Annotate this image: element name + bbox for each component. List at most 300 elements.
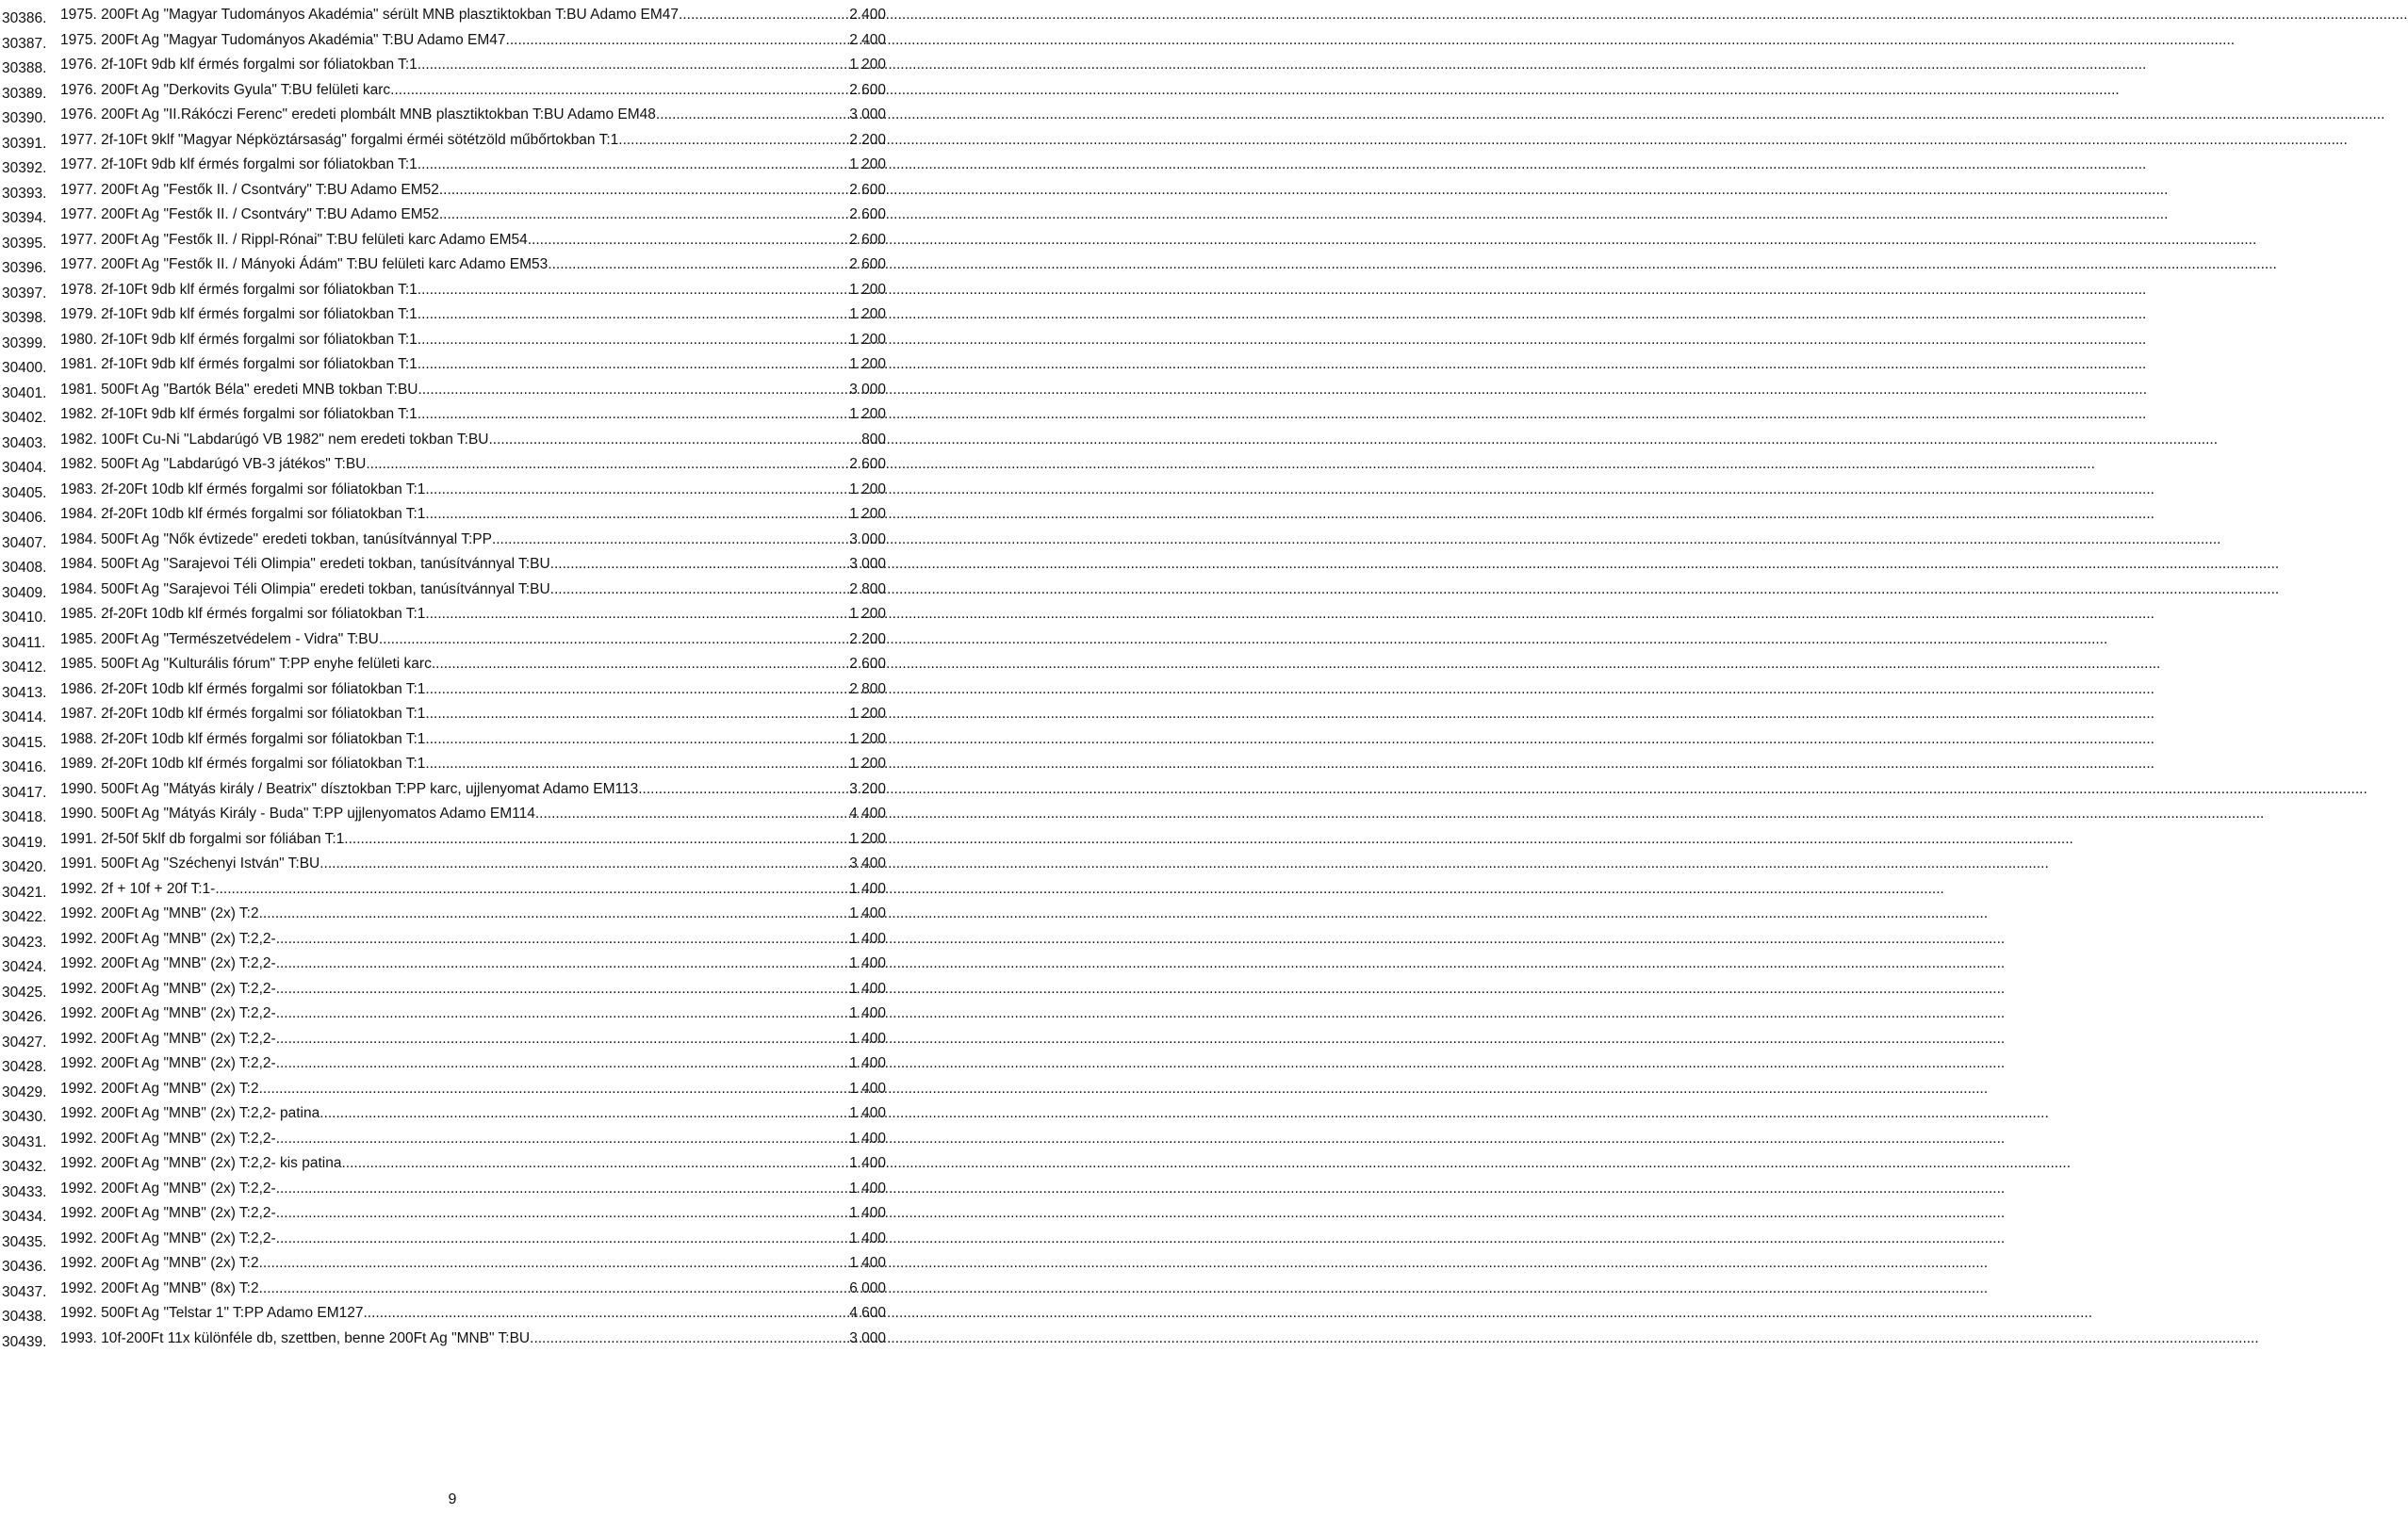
entry-description: 1988. 2f-20Ft 10db klf érmés forgalmi sor fóliatokban T:1 (60, 730, 426, 747)
dot-leader (425, 505, 849, 524)
dot-leader (418, 56, 849, 74)
entry-line (60, 530, 886, 549)
catalog-entry (0, 155, 905, 180)
entry-price: 3 200 (849, 780, 886, 797)
lot-number: 30399. (2, 334, 47, 351)
catalog-entry (0, 1329, 905, 1354)
entry-description: 1976. 200Ft Ag "II.Rákóczi Ferenc" eredeti plombált MNB plasztiktokban T:BU Adamo EM48 (60, 106, 656, 122)
entry-line (60, 1279, 886, 1298)
lot-number: 30433. (2, 1183, 47, 1200)
catalog-entry (0, 505, 905, 529)
entry-line (60, 131, 886, 150)
entry-price: 3 400 (849, 855, 886, 872)
dot-leader (492, 530, 849, 549)
entry-description: 1992. 2f + 10f + 20f T:1- (60, 880, 216, 897)
lot-number: 30404. (2, 460, 47, 476)
entry-line (60, 805, 886, 823)
entry-price: 4 400 (849, 806, 886, 822)
entry-line (60, 331, 886, 350)
catalog-entry (0, 181, 905, 205)
entry-description: 1984. 500Ft Ag "Nők évtizede" eredeti tokban, tanúsítvánnyal T:PP (60, 530, 492, 547)
lot-number: 30423. (2, 934, 47, 951)
catalog-entry (0, 131, 905, 155)
lot-number: 30419. (2, 834, 47, 851)
lot-number: 30410. (2, 610, 47, 626)
lot-number: 30393. (2, 185, 47, 202)
entry-line (60, 904, 886, 923)
entry-description: 1985. 2f-20Ft 10db klf érmés forgalmi sor fóliatokban T:1 (60, 606, 426, 622)
entry-line (60, 355, 886, 374)
entry-line (60, 1054, 886, 1073)
dot-leader (535, 805, 849, 823)
lot-number: 30395. (2, 235, 47, 252)
entry-description: 1976. 2f-10Ft 9db klf érmés forgalmi sor fóliatokban T:1 (60, 57, 418, 73)
entry-line (60, 181, 886, 200)
dot-leader (366, 455, 849, 474)
entry-description: 1989. 2f-20Ft 10db klf érmés forgalmi sor fóliatokban T:1 (60, 756, 426, 772)
lot-number: 30432. (2, 1159, 47, 1175)
entry-price: 2 600 (849, 256, 886, 272)
dot-leader (276, 1054, 850, 1073)
lot-number: 30425. (2, 984, 47, 1001)
entry-description: 1992. 200Ft Ag "MNB" (2x) T:2,2- (60, 955, 276, 971)
entry-price: 3 000 (849, 381, 886, 398)
catalog-entry (0, 580, 905, 605)
dot-leader (319, 855, 849, 873)
entry-description: 1992. 200Ft Ag "MNB" (2x) T:2,2- (60, 1230, 276, 1246)
lot-number: 30414. (2, 709, 47, 725)
catalog-entry (0, 281, 905, 305)
entry-description: 1982. 2f-10Ft 9db klf érmés forgalmi sor fóliatokban T:1 (60, 406, 418, 422)
entry-price: 1 200 (849, 756, 886, 772)
lot-number: 30436. (2, 1259, 47, 1275)
lot-number: 30390. (2, 110, 47, 126)
entry-description: 1975. 200Ft Ag "Magyar Tudományos Akadémia" sérült MNB plasztiktokban T:BU Adamo EM47 (60, 7, 680, 23)
catalog-entry (0, 1004, 905, 1029)
entry-description: 1984. 500Ft Ag "Sarajevoi Téli Olimpia" eredeti tokban, tanúsítvánnyal T:BU (60, 580, 550, 597)
entry-line (60, 455, 886, 474)
catalog-entry (0, 830, 905, 855)
lot-number: 30422. (2, 909, 47, 925)
dot-leader (432, 655, 849, 674)
entry-price: 1 400 (849, 905, 886, 921)
dot-leader (656, 106, 849, 124)
entry-description: 1992. 200Ft Ag "MNB" (2x) T:2,2- (60, 1030, 276, 1047)
dot-leader (344, 830, 849, 849)
entry-line (60, 405, 886, 424)
dot-leader (425, 605, 849, 624)
lot-number: 30424. (2, 959, 47, 975)
entry-line (60, 680, 886, 699)
entry-price: 3 000 (849, 530, 886, 547)
entry-price: 1 200 (849, 156, 886, 172)
entry-price: 1 200 (849, 356, 886, 372)
lot-number: 30438. (2, 1309, 47, 1325)
entry-line (60, 255, 886, 274)
entry-price: 2 800 (849, 580, 886, 597)
entry-description: 1977. 200Ft Ag "Festők II. / Csontváry" T:BU Adamo EM52 (60, 181, 439, 198)
dot-leader (528, 231, 849, 250)
entry-price: 1 400 (849, 1205, 886, 1221)
entry-line (60, 155, 886, 174)
catalog-entry (0, 31, 905, 56)
lot-number: 30439. (2, 1333, 47, 1350)
catalog-entry (0, 481, 905, 505)
entry-price: 1 200 (849, 331, 886, 348)
entry-line (60, 106, 886, 124)
entry-price: 2 600 (849, 181, 886, 198)
lot-number: 30427. (2, 1034, 47, 1051)
catalog-entry (0, 1279, 905, 1304)
entry-price: 1 400 (849, 1105, 886, 1121)
lot-number: 30407. (2, 534, 47, 551)
entry-line (60, 1130, 886, 1148)
entry-description: 1978. 2f-10Ft 9db klf érmés forgalmi sor fóliatokban T:1 (60, 281, 418, 298)
catalog-entry (0, 655, 905, 679)
dot-leader (488, 431, 861, 449)
catalog-entry (0, 680, 905, 705)
dot-leader (506, 31, 850, 50)
dot-leader (425, 730, 849, 749)
lot-number: 30430. (2, 1109, 47, 1125)
catalog-entry (0, 705, 905, 729)
catalog-entry (0, 1180, 905, 1204)
catalog-entry (0, 555, 905, 579)
dot-leader (276, 1130, 850, 1148)
lot-number: 30426. (2, 1009, 47, 1025)
catalog-entry (0, 81, 905, 106)
lot-number: 30434. (2, 1209, 47, 1225)
lot-number: 30400. (2, 360, 47, 376)
entry-price: 1 200 (849, 481, 886, 497)
catalog-entry (0, 805, 905, 829)
entry-description: 1981. 2f-10Ft 9db klf érmés forgalmi sor fóliatokban T:1 (60, 356, 418, 372)
entry-line (60, 1204, 886, 1223)
entry-description: 1990. 500Ft Ag "Mátyás király / Beatrix" dísztokban T:PP karc, ujjlenyomat Adamo EM113 (60, 780, 639, 797)
entry-price: 1 400 (849, 930, 886, 947)
catalog-entry (0, 305, 905, 330)
dot-leader (364, 1304, 850, 1323)
entry-description: 1992. 200Ft Ag "MNB" (2x) T:2,2- (60, 1055, 276, 1071)
entry-line (60, 730, 886, 749)
entry-line (60, 630, 886, 649)
catalog-entry (0, 56, 905, 80)
dot-leader (259, 1254, 850, 1273)
entry-line (60, 281, 886, 300)
entry-line (60, 505, 886, 524)
entry-price: 1 400 (849, 955, 886, 971)
entry-description: 1992. 200Ft Ag "MNB" (8x) T:2 (60, 1279, 259, 1296)
entry-description: 1977. 200Ft Ag "Festők II. / Rippl-Rónai" T:BU felületi karc Adamo EM54 (60, 231, 528, 248)
entry-description: 1992. 200Ft Ag "MNB" (2x) T:2 (60, 1080, 259, 1097)
catalog-entry (0, 331, 905, 355)
entry-description: 1985. 200Ft Ag "Természetvédelem - Vidra" T:BU (60, 630, 379, 647)
catalog-entry (0, 1080, 905, 1104)
entry-price: 1 400 (849, 1055, 886, 1071)
lot-number: 30412. (2, 660, 47, 676)
catalog-entry (0, 431, 905, 455)
catalog-entry (0, 255, 905, 280)
entry-line (60, 1329, 886, 1348)
entry-line (60, 1080, 886, 1099)
catalog-entry (0, 6, 905, 30)
entry-description: 1992. 200Ft Ag "MNB" (2x) T:2,2- (60, 1005, 276, 1021)
lot-number: 30416. (2, 759, 47, 775)
dot-leader (259, 1279, 850, 1298)
lot-number: 30397. (2, 285, 47, 301)
entry-line (60, 481, 886, 499)
catalog-entry (0, 1030, 905, 1054)
dot-leader (276, 1230, 850, 1248)
entry-line (60, 56, 886, 74)
entry-price: 1 200 (849, 281, 886, 298)
entry-price: 2 200 (849, 131, 886, 148)
dot-leader (418, 331, 849, 350)
catalog-entry (0, 355, 905, 380)
entry-line (60, 1230, 886, 1248)
entry-price: 1 200 (849, 506, 886, 522)
lot-number: 30431. (2, 1133, 47, 1150)
dot-leader (276, 1030, 850, 1049)
entry-description: 1984. 500Ft Ag "Sarajevoi Téli Olimpia" eredeti tokban, tanúsítvánnyal T:BU (60, 556, 550, 572)
entry-line (60, 855, 886, 873)
catalog-entry (0, 630, 905, 655)
entry-line (60, 954, 886, 973)
entry-description: 1992. 200Ft Ag "MNB" (2x) T:2,2- patina (60, 1105, 320, 1121)
lot-number: 30403. (2, 434, 47, 451)
entry-description: 1992. 200Ft Ag "MNB" (2x) T:2,2- kis patina (60, 1155, 342, 1171)
dot-leader (618, 131, 849, 150)
lot-number: 30418. (2, 809, 47, 825)
catalog-entry (0, 1104, 905, 1129)
entry-line (60, 81, 886, 100)
dot-leader (276, 1004, 850, 1023)
page-number: 9 (448, 1491, 457, 1507)
entry-description: 1993. 10f-200Ft 11x különféle db, szettben, benne 200Ft Ag "MNB" T:BU (60, 1329, 531, 1346)
entry-description: 1992. 200Ft Ag "MNB" (2x) T:2 (60, 905, 259, 921)
entry-line (60, 1004, 886, 1023)
lot-number: 30421. (2, 884, 47, 901)
catalog-entry (0, 880, 905, 904)
entry-price: 2 600 (849, 81, 886, 98)
dot-leader (548, 255, 849, 274)
lot-number: 30386. (2, 10, 47, 26)
entry-price: 1 200 (849, 57, 886, 73)
catalog-entry (0, 904, 905, 929)
entry-description: 1987. 2f-20Ft 10db klf érmés forgalmi sor fóliatokban T:1 (60, 706, 426, 722)
entry-description: 1992. 200Ft Ag "MNB" (2x) T:2,2- (60, 930, 276, 947)
dot-leader (425, 481, 849, 499)
dot-leader (679, 6, 849, 24)
dot-leader (215, 880, 849, 899)
dot-leader (379, 630, 849, 649)
entry-line (60, 580, 886, 599)
dot-leader (276, 930, 850, 949)
catalog-entry (0, 730, 905, 755)
entry-line (60, 605, 886, 624)
entry-price: 1 400 (849, 1255, 886, 1271)
entry-description: 1984. 2f-20Ft 10db klf érmés forgalmi sor fóliatokban T:1 (60, 506, 426, 522)
dot-leader (425, 680, 849, 699)
dot-leader (638, 780, 849, 799)
lot-number: 30402. (2, 410, 47, 426)
dot-leader (276, 980, 850, 999)
entry-line (60, 1030, 886, 1049)
entry-price: 4 600 (849, 1305, 886, 1321)
entry-price: 1 400 (849, 1180, 886, 1197)
entry-line (60, 205, 886, 224)
catalog-entry (0, 106, 905, 130)
entry-line (60, 830, 886, 849)
entry-price: 1 200 (849, 406, 886, 422)
catalog-entry (0, 455, 905, 480)
dot-leader (276, 1180, 850, 1198)
entry-description: 1985. 500Ft Ag "Kulturális fórum" T:PP enyhe felületi karc (60, 656, 432, 672)
dot-leader (259, 904, 850, 923)
catalog-entry (0, 381, 905, 405)
entry-line (60, 980, 886, 999)
entry-line (60, 6, 886, 24)
lot-number: 30415. (2, 734, 47, 751)
catalog-entry (0, 780, 905, 805)
entry-description: 1992. 500Ft Ag "Telstar 1" T:PP Adamo EM127 (60, 1305, 364, 1321)
dot-leader (259, 1080, 850, 1099)
lot-number: 30401. (2, 384, 47, 401)
entry-price: 800 (861, 431, 886, 448)
entry-price: 2 800 (849, 680, 886, 697)
entry-price: 2 400 (849, 31, 886, 48)
catalog-entry (0, 855, 905, 879)
catalog-entry (0, 1204, 905, 1229)
lot-number: 30435. (2, 1233, 47, 1250)
entry-description: 1977. 200Ft Ag "Festők II. / Mányoki Ádám" T:BU felületi karc Adamo EM53 (60, 256, 549, 272)
lot-number: 30405. (2, 484, 47, 501)
dot-leader (390, 81, 849, 100)
dot-leader (341, 1154, 849, 1173)
entry-price: 1 400 (849, 1030, 886, 1047)
entry-line (60, 1304, 886, 1323)
entry-description: 1977. 2f-10Ft 9klf "Magyar Népköztársaság" forgalmi érméi sötétzöld műbőrtokban T:1 (60, 131, 619, 148)
entry-line (60, 1154, 886, 1173)
lot-number: 30408. (2, 560, 47, 576)
dot-leader (418, 355, 849, 374)
lot-number: 30392. (2, 160, 47, 176)
lot-number: 30396. (2, 260, 47, 276)
entry-line (60, 755, 886, 774)
entry-price: 1 200 (849, 830, 886, 847)
lot-number: 30406. (2, 510, 47, 526)
entry-price: 3 000 (849, 1329, 886, 1346)
catalog-entry (0, 530, 905, 555)
lot-number: 30387. (2, 35, 47, 52)
entry-line (60, 305, 886, 324)
catalog-entry (0, 1154, 905, 1179)
entry-price: 2 600 (849, 206, 886, 222)
entry-price: 2 600 (849, 656, 886, 672)
entry-price: 3 000 (849, 106, 886, 122)
entry-price: 1 200 (849, 706, 886, 722)
entry-line (60, 1254, 886, 1273)
catalog-entry (0, 1254, 905, 1279)
entry-description: 1982. 500Ft Ag "Labdarúgó VB-3 játékos" T:BU (60, 456, 367, 472)
entry-price: 1 400 (849, 1230, 886, 1246)
catalog-entry (0, 1054, 905, 1079)
entry-price: 1 200 (849, 306, 886, 322)
dot-leader (276, 954, 850, 973)
entry-description: 1983. 2f-20Ft 10db klf érmés forgalmi sor fóliatokban T:1 (60, 481, 426, 497)
entry-price: 3 000 (849, 556, 886, 572)
lot-number: 30411. (2, 634, 46, 651)
dot-leader (439, 205, 849, 224)
dot-leader (425, 705, 849, 724)
entry-description: 1979. 2f-10Ft 9db klf érmés forgalmi sor fóliatokban T:1 (60, 306, 418, 322)
lot-number: 30398. (2, 310, 47, 326)
dot-leader (550, 580, 850, 599)
catalog-entry (0, 205, 905, 230)
catalog-entry (0, 405, 905, 430)
entry-line (60, 381, 886, 399)
entry-line (60, 705, 886, 724)
entry-description: 1992. 200Ft Ag "MNB" (2x) T:2,2- (60, 980, 276, 997)
entry-price: 2 400 (849, 7, 886, 23)
dot-leader (425, 755, 849, 774)
entry-price: 1 400 (849, 1005, 886, 1021)
lot-number: 30413. (2, 684, 47, 701)
catalog-entry (0, 1230, 905, 1254)
catalog-entry (0, 1130, 905, 1154)
entry-line (60, 231, 886, 250)
catalog-entry (0, 930, 905, 954)
dot-leader (418, 381, 850, 399)
entry-price: 1 200 (849, 730, 886, 747)
lot-number: 30388. (2, 60, 47, 76)
entry-line (60, 555, 886, 574)
catalog-entry (0, 954, 905, 979)
entry-price: 1 400 (849, 880, 886, 897)
dot-leader (418, 281, 849, 300)
entry-description: 1992. 200Ft Ag "MNB" (2x) T:2 (60, 1255, 259, 1271)
entry-description: 1981. 500Ft Ag "Bartók Béla" eredeti MNB tokban T:BU (60, 381, 418, 398)
entry-description: 1980. 2f-10Ft 9db klf érmés forgalmi sor fóliatokban T:1 (60, 331, 418, 348)
entry-description: 1990. 500Ft Ag "Mátyás Király - Buda" T:PP ujjlenyomatos Adamo EM114 (60, 806, 535, 822)
entry-line (60, 780, 886, 799)
catalog-entry (0, 1304, 905, 1328)
catalog-entry (0, 231, 905, 255)
lot-number: 30420. (2, 859, 47, 875)
dot-leader (319, 1104, 849, 1123)
entry-description: 1992. 200Ft Ag "MNB" (2x) T:2,2- (60, 1130, 276, 1147)
dot-leader (550, 555, 850, 574)
dot-leader (439, 181, 849, 200)
dot-leader (418, 405, 849, 424)
entry-price: 2 600 (849, 231, 886, 248)
entry-description: 1976. 200Ft Ag "Derkovits Gyula" T:BU felületi karc (60, 81, 391, 98)
entry-description: 1977. 2f-10Ft 9db klf érmés forgalmi sor fóliatokban T:1 (60, 156, 418, 172)
entry-price: 1 200 (849, 606, 886, 622)
entry-line (60, 930, 886, 949)
entry-price: 1 400 (849, 1155, 886, 1171)
lot-number: 30389. (2, 85, 47, 102)
entry-line (60, 1104, 886, 1123)
catalog-entry (0, 755, 905, 779)
entry-line (60, 880, 886, 899)
lot-number: 30429. (2, 1083, 47, 1100)
lot-number: 30417. (2, 784, 47, 801)
entry-price: 1 400 (849, 980, 886, 997)
lot-number: 30428. (2, 1059, 47, 1075)
entry-description: 1986. 2f-20Ft 10db klf érmés forgalmi sor fóliatokban T:1 (60, 680, 426, 697)
entry-line (60, 31, 886, 50)
